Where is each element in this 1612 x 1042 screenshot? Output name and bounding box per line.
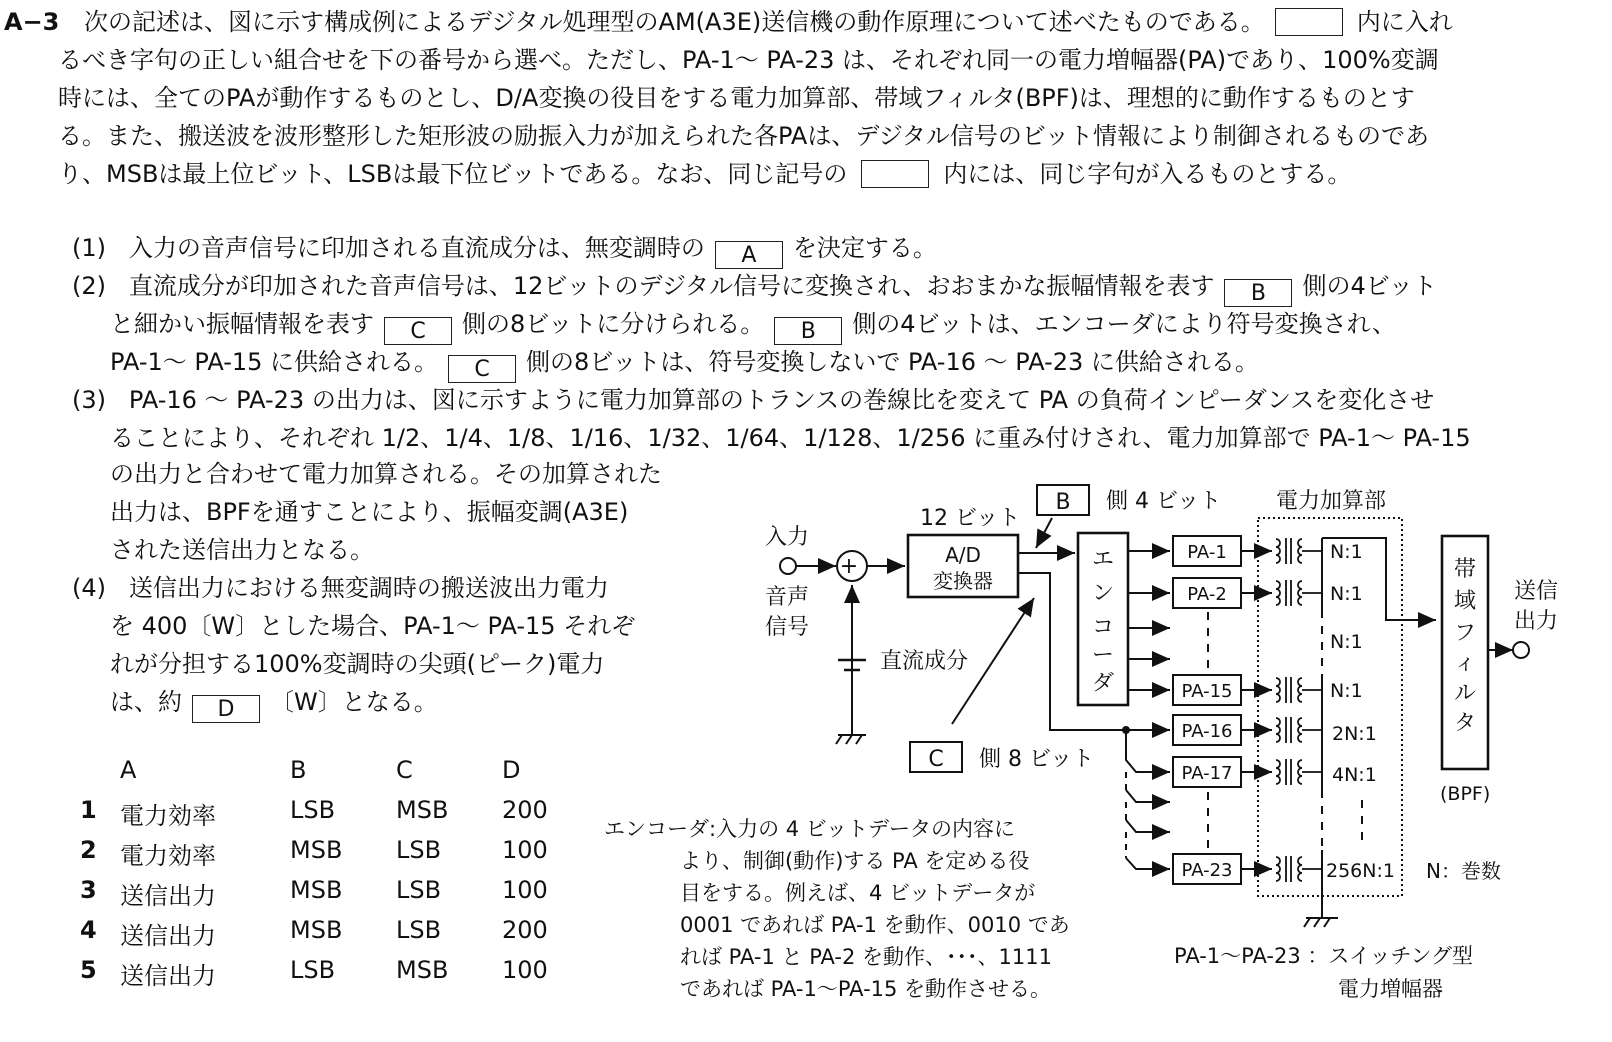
intro-text-1: 次の記述は、図に示す構成例によるデジタル処理型のAM(A3E)送信機の動作原理について述べたものである。 [84, 8, 1265, 36]
pa-1-label: PA-1 [1187, 542, 1227, 563]
intro-line-2: るべき字句の正しい組合せを下の番号から選べ。ただし、PA-1～ PA-23 は、それぞれ同一の電力増幅器(PA)であり、100%変調 [58, 46, 1439, 74]
transformer-coil-1-secondary [1298, 539, 1302, 563]
power-sum-label: 電力加算部 [1276, 489, 1387, 514]
bpf-text [1454, 557, 1476, 736]
item-2-text-b: 側の4ビット [1302, 272, 1437, 300]
blank-B-1: B [1224, 279, 1292, 307]
encoder-note [604, 817, 1070, 1001]
item-2-text-a: 直流成分が印加された音声信号は、12ビットのデジタル信号に変換され、おおまかな振幅情報を表す [128, 272, 1215, 300]
transformer-coil-4-secondary [1298, 718, 1302, 742]
choice-2-C: LSB [396, 836, 442, 864]
intro-text-5b: 内には、同じ字句が入るものとする。 [943, 160, 1352, 188]
transformer-coil-5-secondary [1298, 760, 1302, 784]
choice-4-D: 200 [502, 916, 548, 944]
encoder-char-3: コ [1091, 615, 1115, 640]
power-summing-box [1258, 518, 1402, 896]
item-4-number: (4) [72, 574, 106, 602]
item-2-text-e: 側の4ビットは、エンコーダにより符号変換され、 [852, 310, 1397, 338]
item-2-text-c: と細かい振幅情報を表す [110, 310, 374, 338]
transformer-coils [1276, 538, 1322, 882]
ad-label-2: 変換器 [933, 569, 993, 593]
item-2-text-f: PA-1～ PA-15 に供給される。 [110, 348, 439, 376]
ratio-pa1: N:1 [1330, 541, 1363, 563]
intro-line-3: 時には、全てのPAが動作するものとし、D/A変換の役目をする電力加算部、帯域フィルタ(BPF)は、理想的に動作するものとす [58, 84, 1415, 112]
item-2-text-g: 側の8ビットは、符号変換しないで PA-16 ～ PA-23 に供給される。 [526, 348, 1259, 376]
blank-A-1: A [715, 241, 783, 269]
enc-note-line-2: より、制御(動作)する PA を定める役 [680, 849, 1030, 873]
item-4-line-3: れが分担する100%変調時の尖頭(ピーク)電力 [110, 650, 605, 678]
pa-17-label: PA-17 [1181, 763, 1233, 784]
ad-label-1: A/D [945, 543, 981, 567]
bpf-char-3: フ [1453, 621, 1477, 646]
choice-5-A: 送信出力 [120, 962, 216, 990]
item-4-line-2: を 400〔W〕とした場合、PA-1～ PA-15 それぞ [110, 612, 636, 640]
b-side-label: 側 4 ビット [1106, 489, 1222, 514]
item-4-text-e: 〔W〕となる。 [270, 688, 438, 716]
ratio-pa15: N:1 [1330, 680, 1363, 702]
choice-2-A: 電力効率 [120, 842, 216, 870]
choice-4-no[interactable]: 4 [80, 916, 97, 944]
header-C: C [396, 756, 413, 784]
dc-label: 直流成分 [880, 649, 969, 674]
choice-3-A: 送信出力 [120, 882, 216, 910]
item-3-text-a: PA-16 ～ PA-23 の出力は、図に示すように電力加算部のトランスの巻線比を変えて PA の負荷インピーダンスを変化させ [128, 386, 1435, 414]
header-B: B [290, 756, 307, 784]
item-4-text-d: は、約 [110, 688, 182, 716]
transformer-coil-3-secondary [1298, 678, 1302, 702]
item-3-number: (3) [72, 386, 106, 414]
item-3-line-3: の出力と合わせて電力加算される。その加算された [110, 460, 662, 488]
ratio-pa17: 4N:1 [1332, 764, 1377, 786]
enc-note-line-5: れば PA-1 と PA-2 を動作、･･･、1111 [680, 945, 1052, 969]
input-terminal [780, 558, 796, 574]
output-terminal [1513, 642, 1529, 658]
n-note: N：巻数 [1426, 859, 1501, 883]
question-number: A−3 [4, 8, 60, 36]
encoder-text [1092, 547, 1114, 696]
pa-23-label: PA-23 [1181, 860, 1233, 881]
item-1-text-b: を決定する。 [792, 234, 937, 262]
enc-note-line-6: であれば PA-1～PA-15 を動作させる。 [680, 977, 1052, 1001]
item-3-line-5: された送信出力となる。 [110, 536, 374, 564]
choice-2-B: MSB [290, 836, 343, 864]
enc-note-line-1: エンコーダ:入力の 4 ビットデータの内容に [604, 817, 1015, 841]
choice-3-no[interactable]: 3 [80, 876, 97, 904]
transformer-coil-1-primary [1276, 539, 1280, 563]
item-2-text-d: 側の8ビットに分けられる。 [462, 310, 765, 338]
choice-4-B: MSB [290, 916, 343, 944]
choice-1-C: MSB [396, 796, 449, 824]
transformer-coil-6-primary [1276, 857, 1280, 881]
pa-note-1: PA-1～PA-23 ：スイッチング型 [1174, 944, 1474, 968]
choice-3-B: MSB [290, 876, 343, 904]
encoder-char-5: ダ [1091, 671, 1115, 696]
item-3-line-4: 出力は、BPFを通すことにより、振幅変調(A3E) [110, 498, 629, 526]
blank-C-2: C [448, 355, 516, 383]
intro-text-1b: 内に入れ [1356, 8, 1453, 36]
header-A: A [120, 756, 137, 784]
choice-5-C: MSB [396, 956, 449, 984]
output-label-2: 出力 [1514, 609, 1559, 634]
adder-plus: + [839, 554, 859, 579]
transformer-coil-5-primary [1276, 760, 1280, 784]
bits12-label: 12 ビット [920, 506, 1021, 531]
choice-5-no[interactable]: 5 [80, 956, 97, 984]
ratio-pa23: 256N:1 [1326, 860, 1395, 882]
encoder-char-1: エ [1091, 547, 1115, 572]
pa-note-2: 電力増幅器 [1338, 977, 1443, 1001]
bpf-char-2: 域 [1453, 589, 1477, 614]
transformer-coil-6-secondary [1298, 857, 1302, 881]
transformer-coil-3-primary [1276, 678, 1280, 702]
choice-3-D: 100 [502, 876, 548, 904]
choice-4-C: LSB [396, 916, 442, 944]
enc-note-line-3: 目をする。例えば、4 ビットデータが [680, 881, 1036, 905]
item-2-number: (2) [72, 272, 106, 300]
transformer-coil-2-secondary [1298, 581, 1302, 605]
blank-B-2: B [774, 317, 842, 345]
choice-1-no[interactable]: 1 [80, 796, 97, 824]
intro-text-5a: り、MSBは最上位ビット、LSBは最下位ビットである。なお、同じ記号の [58, 160, 848, 188]
audio-label-2: 信号 [765, 615, 810, 640]
item-4-text-a: 送信出力における無変調時の搬送波出力電力 [128, 574, 609, 602]
blank-C-1: C [384, 317, 452, 345]
enc-note-line-4: 0001 であれば PA-1 を動作、0010 であ [680, 913, 1070, 937]
choice-4-A: 送信出力 [120, 922, 216, 950]
blank-D-1: D [192, 695, 260, 723]
choice-2-no[interactable]: 2 [80, 836, 97, 864]
choice-1-B: LSB [290, 796, 336, 824]
transformer-coil-2-primary [1276, 581, 1280, 605]
bpf-label: (BPF) [1440, 783, 1491, 805]
choice-1-D: 200 [502, 796, 548, 824]
pa-2-label: PA-2 [1187, 584, 1227, 605]
choice-2-D: 100 [502, 836, 548, 864]
item-3-line-2: ることにより、それぞれ 1/2、1/4、1/8、1/16、1/32、1/64、1/128、1/256 に重み付けされ、電力加算部で PA-1～ PA-15 [110, 424, 1471, 452]
choice-5-B: LSB [290, 956, 336, 984]
c-label: C [928, 747, 944, 772]
bpf-char-4: ィ [1453, 651, 1477, 676]
pa-16-label: PA-16 [1181, 721, 1233, 742]
encoder-char-2: ン [1091, 581, 1115, 606]
pa-15-label: PA-15 [1181, 681, 1233, 702]
output-label-1: 送信 [1514, 579, 1559, 604]
choice-3-C: LSB [396, 876, 442, 904]
intro-line-4: る。また、搬送波を波形整形した矩形波の励振入力が加えられた各PAは、デジタル信号のビット情報により制御されるものであ [58, 122, 1429, 150]
item-1-text-a: 入力の音声信号に印加される直流成分は、無変調時の [128, 234, 705, 262]
audio-label-1: 音声 [765, 585, 810, 610]
c-side-label: 側 8 ビット [979, 747, 1095, 772]
ratio-mid: N:1 [1330, 631, 1363, 653]
input-label: 入力 [765, 525, 810, 550]
bpf-char-5: ル [1453, 681, 1477, 706]
transformer-coil-4-primary [1276, 718, 1280, 742]
encoder-char-4: ー [1091, 643, 1115, 668]
choice-1-A: 電力効率 [120, 802, 216, 830]
ratio-pa2: N:1 [1330, 583, 1363, 605]
item-1-number: (1) [72, 234, 106, 262]
bpf-char-1: 帯 [1453, 557, 1477, 582]
b-label: B [1055, 490, 1071, 515]
choice-5-D: 100 [502, 956, 548, 984]
header-D: D [502, 756, 521, 784]
ratio-pa16: 2N:1 [1332, 723, 1377, 745]
bpf-char-6: タ [1453, 711, 1477, 736]
